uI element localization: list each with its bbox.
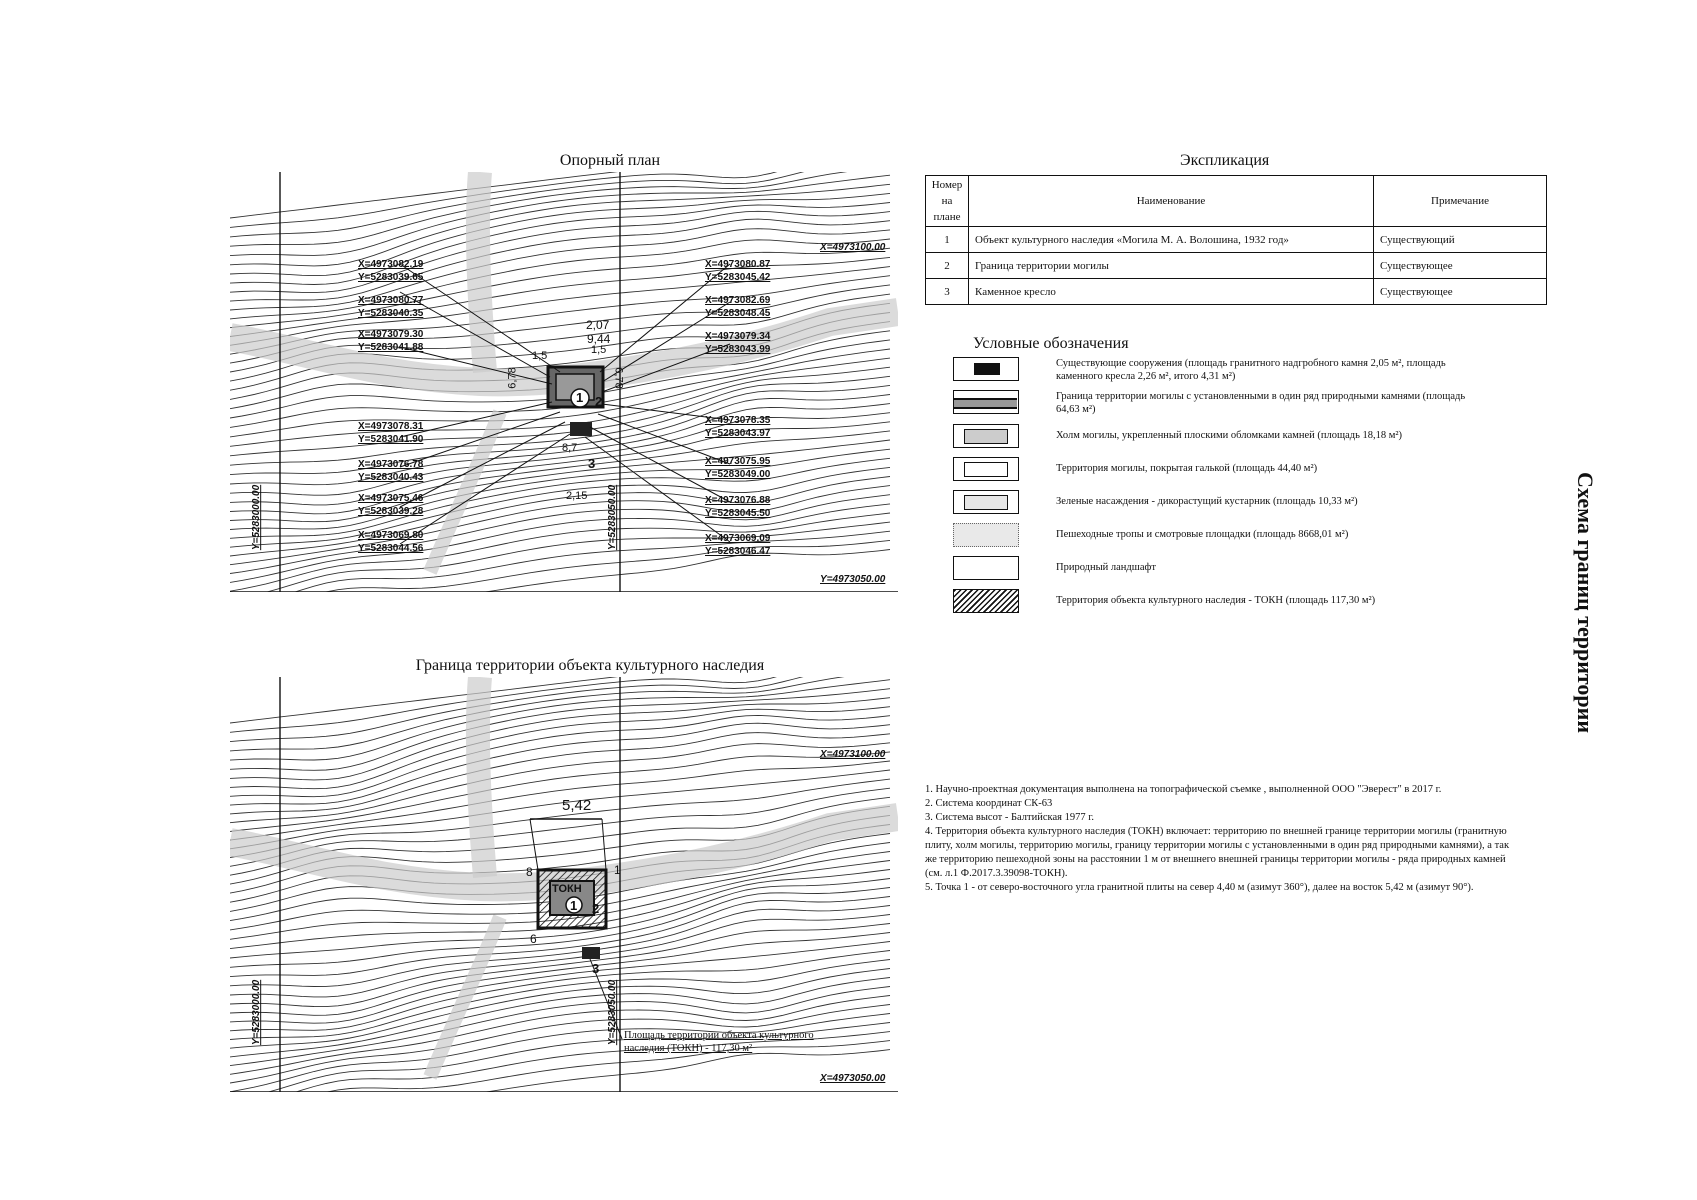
note-1: 1. Научно-проектная документация выполнена на топографической съемке , выполненной ООО "Эверест" в 2017 г. (925, 784, 1442, 795)
map1-coord-left-1: X=4973082.19 Y=5283039.65 (358, 259, 424, 283)
map2-point-2: 2 (592, 901, 600, 916)
map1-coord-right-2: X=4973082.69 Y=5283048.45 (705, 295, 771, 319)
map1-dim-4: 1,5 (591, 344, 607, 356)
contour-line (230, 698, 890, 780)
map1-grid-left: Y=5283000.00 (251, 484, 263, 551)
legend-item-grave-boundary: Граница территории могилы с установленными в один ряд природными камнями (площадь 64,63 м²) (953, 389, 1019, 415)
legend-item-grave-mound: Холм могилы, укрепленный плоскими обломками камней (площадь 18,18 м²) (953, 423, 1019, 449)
map1-coord-right-7: X=4973069.09 Y=5283046.47 (705, 533, 771, 557)
note-2: 2. Система координат СК-63 (925, 798, 1053, 809)
legend-item-natural-landscape: Природный ландшафт (953, 555, 1019, 581)
contour-line (230, 689, 890, 771)
col-name: Наименование (969, 176, 1374, 227)
contour-line (230, 933, 890, 1016)
note-4: 4. Территория объекта культурного наследия (ТОКН) включает: территорию по внешней границе территории могилы (гранитную плиту, холм могилы, территорию могилы, границу территории могилы с установленными в один ряд природными камнями), а так же территорию пешеходной зоны на расстоянии 1 м от внешнего внешней границы территории могилы - ряда природных камней (см. л.1 Ф.2017.3.39098-ТОКН). (925, 826, 1510, 879)
contour-line (230, 513, 890, 591)
map1-point-2: 2 (595, 394, 603, 409)
contour-line (230, 942, 890, 1024)
map2-point-3: 3 (592, 961, 600, 976)
map2-tokn-label: ТОКН (552, 883, 582, 895)
map2-dim: 5,42 (562, 797, 592, 814)
table-header-row (926, 176, 1547, 227)
map2-vertex-1: 1 (614, 863, 621, 877)
contour-line (230, 422, 890, 505)
map2-point-1: 1 (570, 898, 578, 913)
contour-line (230, 248, 890, 328)
contour-line (230, 677, 890, 723)
map1-contours (230, 172, 898, 592)
existing-structure-swatch (953, 357, 1019, 381)
map1-coord-right-6: X=4973076.88 Y=5283045.50 (705, 495, 771, 519)
map2-title: Граница территории объекта культурного наследия (415, 657, 765, 674)
contour-line (230, 239, 890, 319)
map1-grid-bottom-right: Y=4973050.00 (820, 574, 886, 585)
shrub-swatch (953, 490, 1019, 514)
side-title: Схема границ территории (1573, 472, 1598, 734)
map1-grid-center: Y=5283050.00 (607, 484, 619, 551)
map1-coord-left-3: X=4973079.30 Y=5283041.88 (358, 329, 424, 353)
note-5: 5. Точка 1 - от северо-восточного угла гранитной плиты на север 4,40 м (азимут 360°), далее на восток 5,42 м (азимут 90°). (925, 882, 1474, 893)
map1-coord-left-4: X=4973078.31 Y=5283041.90 (358, 421, 424, 445)
grave-boundary-swatch (953, 390, 1019, 414)
table-row: 3 Каменное кресло Существующее (926, 279, 1547, 305)
contour-line (230, 431, 890, 514)
map1-coord-left-6: X=4973075.46 Y=5283039.28 (358, 493, 424, 517)
contour-line (230, 743, 890, 823)
map2-grid-left: Y=5283000.00 (251, 979, 263, 1046)
map1-dim-7: 8,7 (562, 442, 578, 454)
map1-title: Опорный план (559, 152, 661, 169)
grave-mound-swatch (953, 424, 1019, 448)
legend-item-footpath: Пешеходные тропы и смотровые площадки (площадь 8668,01 м²) (953, 522, 1019, 548)
map2-grid-center: Y=5283050.00 (607, 979, 619, 1046)
explication-table (925, 175, 1547, 305)
map1-coord-left-2: X=4973080.77 Y=5283040.35 (358, 295, 424, 319)
table-row: 2 Граница территории могилы Существующее (926, 253, 1547, 279)
map1-coord-right-5: X=4973075.95 Y=5283049.00 (705, 456, 771, 480)
map2-vertex-8: 8 (526, 865, 533, 879)
col-number: Номер на плане (926, 176, 969, 227)
legend-item-pebble-territory: Территория могилы, покрытая галькой (площадь 44,40 м²) (953, 456, 1019, 482)
contour-line (230, 477, 890, 557)
table-row: 1 Объект культурного наследия «Могила М. А. Волошина, 1932 год» Существующий (926, 227, 1547, 253)
contour-line (230, 486, 890, 565)
col-note: Примечание (1374, 176, 1547, 227)
contour-line (230, 1050, 890, 1092)
map1-coord-right-3: X=4973079.34 Y=5283043.99 (705, 331, 771, 355)
contour-line (230, 715, 890, 796)
contour-line (230, 733, 890, 814)
contour-line (230, 677, 890, 732)
map1-coord-right-1: X=4973080.87 Y=5283045.42 (705, 259, 771, 283)
map2-grid-bottom-right: X=4973050.00 (820, 1073, 886, 1084)
legend (953, 356, 1553, 626)
pebble-territory-swatch (953, 457, 1019, 481)
map1-topographic-plan (230, 172, 898, 592)
heritage-territory-swatch (953, 589, 1019, 613)
map1-dim-6: 6,78 (612, 367, 625, 389)
legend-title: Условные обозначения (973, 335, 1129, 352)
explication-title: Экспликация (1180, 152, 1270, 169)
map1-dim-5: 6,78 (506, 367, 519, 389)
map1-dim-3: 1,5 (532, 350, 548, 362)
map1-dim-8: 2,15 (566, 490, 588, 502)
map1-dim-1: 2,07 (586, 318, 610, 332)
contour-line (230, 522, 890, 592)
map1-point-3: 3 (588, 456, 596, 471)
legend-item-existing-structure: Существующие сооружения (площадь гранитного надгробного камня 2,05 м², площадь каменного кресла 2,26 м², итого 4,31 м²) (953, 356, 1019, 382)
natural-landscape-swatch (953, 556, 1019, 580)
contour-line (230, 540, 890, 592)
legend-item-shrub: Зеленые насаждения - дикорастущий кустарник (площадь 10,33 м²) (953, 489, 1019, 515)
note-3: 3. Система высот - Балтийская 1977 г. (925, 812, 1094, 823)
map1-coord-left-5: X=4973076.78 Y=5283040.43 (358, 459, 424, 483)
contour-line (230, 504, 890, 583)
map1-coord-right-4: X=4973078.35 Y=5283043.97 (705, 415, 771, 439)
map1-grid-top-right: X=4973100.00 (820, 242, 886, 253)
map2-vertex-6: 6 (530, 932, 537, 946)
map2-grid-top-right: X=4973100.00 (820, 749, 886, 760)
map1-dim-2: 9,44 (587, 332, 611, 346)
contour-line (230, 184, 890, 266)
map2-area-note: Площадь территории объекта культурного наследия (ТОКН) - 117,30 м² (624, 1030, 814, 1054)
map2-topographic-plan (230, 677, 898, 1092)
legend-item-heritage-territory: Территория объекта культурного наследия - ТОКН (площадь 117,30 м²) (953, 588, 1019, 614)
map1-point-1: 1 (576, 390, 584, 405)
notes (925, 783, 1515, 895)
map1-coord-left-7: X=4973069.80 Y=5283044.56 (358, 530, 424, 554)
footpath-swatch (953, 523, 1019, 547)
contour-line (230, 677, 890, 742)
